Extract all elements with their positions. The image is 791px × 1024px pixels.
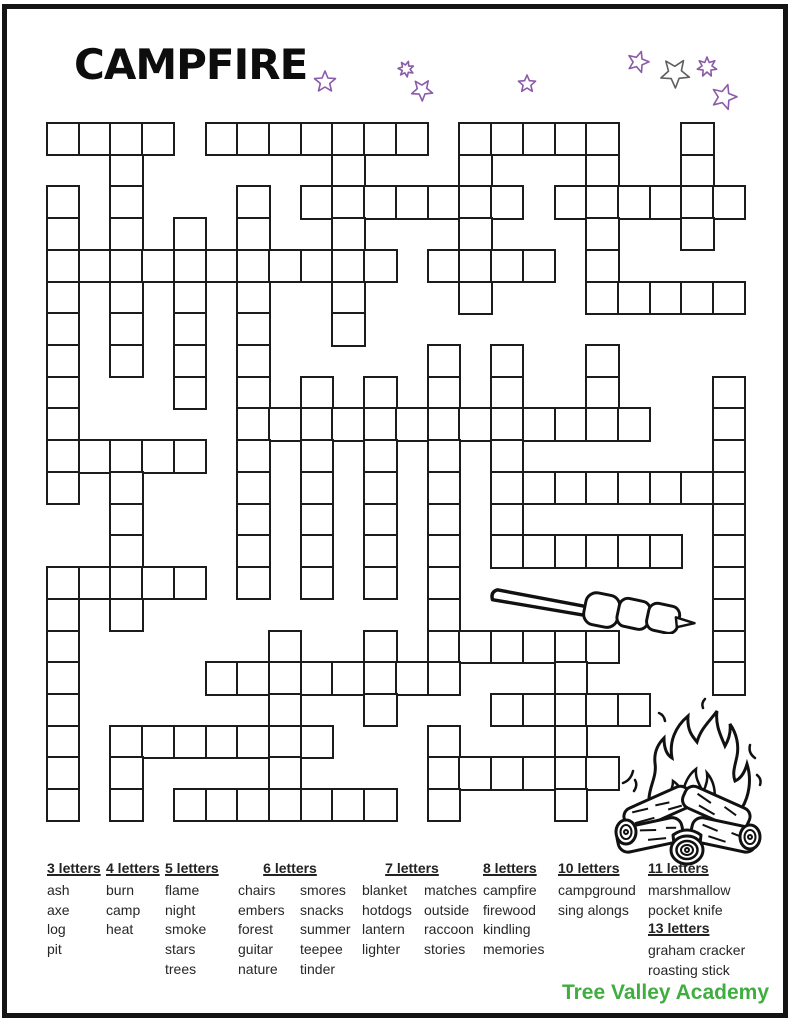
grid-cell <box>331 249 365 283</box>
grid-cell <box>490 630 524 664</box>
grid-cell <box>427 471 461 505</box>
grid-cell <box>458 185 492 219</box>
grid-cell <box>300 249 334 283</box>
grid-cell <box>680 185 714 219</box>
word-group <box>483 860 561 960</box>
grid-cell <box>427 756 461 790</box>
word-bank-word: matches <box>424 882 477 898</box>
word-bank-word: hotdogs <box>362 901 412 918</box>
grid-cell <box>458 630 492 664</box>
branding-text: Tree Valley Academy <box>561 981 769 1004</box>
grid-cell <box>554 630 588 664</box>
grid-cell <box>522 756 556 790</box>
page-title: CAMPFIRE <box>74 40 308 89</box>
word-group <box>362 860 477 960</box>
grid-cell <box>236 471 270 505</box>
grid-cell <box>427 661 461 695</box>
word-group <box>238 860 351 980</box>
word-group-heading: 3 letters <box>47 860 101 876</box>
grid-cell <box>109 503 143 537</box>
grid-cell <box>109 756 143 790</box>
word-bank-word: night <box>165 901 196 918</box>
grid-cell <box>236 534 270 568</box>
grid-cell <box>300 376 334 410</box>
grid-cell <box>268 122 302 156</box>
word-group <box>106 860 168 940</box>
grid-cell <box>395 122 429 156</box>
grid-cell <box>300 725 334 759</box>
grid-cell <box>680 281 714 315</box>
grid-cell <box>173 788 207 822</box>
grid-cell <box>712 407 746 441</box>
grid-cell <box>490 756 524 790</box>
grid-cell <box>522 122 556 156</box>
grid-cell <box>554 185 588 219</box>
grid-cell <box>490 407 524 441</box>
grid-cell <box>46 376 80 410</box>
grid-cell <box>46 788 80 822</box>
grid-cell <box>490 249 524 283</box>
grid-cell <box>363 503 397 537</box>
word-group <box>648 860 760 981</box>
campfire-illustration <box>607 685 767 870</box>
grid-cell <box>458 756 492 790</box>
grid-cell <box>490 185 524 219</box>
grid-cell <box>109 154 143 188</box>
grid-cell <box>585 630 619 664</box>
grid-cell <box>712 503 746 537</box>
word-bank-word: camp <box>106 901 141 918</box>
grid-cell <box>109 312 143 346</box>
grid-cell <box>300 185 334 219</box>
word-bank-word: campfire <box>483 882 537 898</box>
word-bank-word: marshmallow <box>648 882 731 898</box>
word-bank-word: tinder <box>300 960 336 977</box>
grid-cell <box>78 122 112 156</box>
word-group-heading: 6 letters <box>263 860 317 876</box>
grid-cell <box>712 185 746 219</box>
grid-cell <box>109 281 143 315</box>
word-bank-word: axe <box>47 901 70 918</box>
word-bank-word: guitar <box>238 941 274 958</box>
grid-cell <box>427 376 461 410</box>
grid-cell <box>363 534 397 568</box>
burst-star-icon <box>398 61 413 77</box>
grid-cell <box>554 471 588 505</box>
grid-cell <box>363 661 397 695</box>
word-bank-word: summer <box>300 921 351 938</box>
word-bank-word: trees <box>165 960 197 977</box>
grid-cell <box>173 566 207 600</box>
grid-cell <box>554 407 588 441</box>
grid-cell <box>236 503 270 537</box>
grid-cell <box>680 471 714 505</box>
grid-cell <box>427 566 461 600</box>
grid-cell <box>427 185 461 219</box>
grid-cell <box>680 122 714 156</box>
grid-cell <box>490 693 524 727</box>
word-bank-word: flame <box>165 882 200 898</box>
word-bank-word: smoke <box>165 921 207 938</box>
grid-cell <box>268 249 302 283</box>
grid-cell <box>712 566 746 600</box>
grid-cell <box>78 439 112 473</box>
grid-cell <box>522 407 556 441</box>
grid-cell <box>395 407 429 441</box>
grid-cell <box>617 185 651 219</box>
grid-cell <box>331 281 365 315</box>
grid-cell <box>363 788 397 822</box>
grid-cell <box>268 407 302 441</box>
word-group <box>558 860 650 920</box>
grid-cell <box>109 439 143 473</box>
grid-cell <box>109 566 143 600</box>
grid-cell <box>617 407 651 441</box>
grid-cell <box>427 788 461 822</box>
word-bank-word: stories <box>424 941 466 958</box>
grid-cell <box>427 598 461 632</box>
star-icon <box>315 71 336 91</box>
grid-cell <box>268 693 302 727</box>
grid-cell <box>173 281 207 315</box>
grid-cell <box>236 566 270 600</box>
grid-cell <box>490 439 524 473</box>
grid-cell <box>585 249 619 283</box>
grid-cell <box>300 407 334 441</box>
grid-cell <box>236 661 270 695</box>
grid-cell <box>554 788 588 822</box>
word-bank-word: lighter <box>362 941 401 958</box>
grid-cell <box>236 312 270 346</box>
grid-cell <box>331 788 365 822</box>
grid-cell <box>649 471 683 505</box>
grid-cell <box>46 249 80 283</box>
grid-cell <box>109 788 143 822</box>
word-bank-word: ash <box>47 882 70 898</box>
word-group-heading: 7 letters <box>385 860 439 876</box>
grid-cell <box>649 185 683 219</box>
grid-cell <box>554 661 588 695</box>
word-bank-word: sing alongs <box>558 901 629 918</box>
grid-cell <box>331 312 365 346</box>
grid-cell <box>363 407 397 441</box>
grid-cell <box>46 725 80 759</box>
grid-cell <box>458 217 492 251</box>
grid-cell <box>46 439 80 473</box>
grid-cell <box>680 217 714 251</box>
grid-cell <box>585 154 619 188</box>
grid-cell <box>78 249 112 283</box>
star-icon <box>412 81 433 101</box>
grid-cell <box>205 788 239 822</box>
grid-cell <box>236 185 270 219</box>
word-group-heading: 5 letters <box>165 860 219 876</box>
grid-cell <box>141 439 175 473</box>
grid-cell <box>46 566 80 600</box>
grid-cell <box>109 534 143 568</box>
grid-cell <box>712 630 746 664</box>
grid-cell <box>109 471 143 505</box>
grid-cell <box>46 217 80 251</box>
grid-cell <box>490 376 524 410</box>
grid-cell <box>331 122 365 156</box>
word-bank-word: snacks <box>300 901 344 918</box>
grid-cell <box>141 725 175 759</box>
word-group <box>47 860 109 960</box>
grid-cell <box>427 725 461 759</box>
grid-cell <box>236 249 270 283</box>
grid-cell <box>490 534 524 568</box>
grid-cell <box>490 471 524 505</box>
grid-cell <box>46 471 80 505</box>
grid-cell <box>300 503 334 537</box>
grid-cell <box>331 407 365 441</box>
word-bank-word: embers <box>238 901 285 918</box>
word-group <box>165 860 229 980</box>
grid-cell <box>236 407 270 441</box>
grid-cell <box>236 376 270 410</box>
grid-cell <box>141 249 175 283</box>
grid-cell <box>363 376 397 410</box>
grid-cell <box>490 122 524 156</box>
grid-cell <box>205 249 239 283</box>
word-bank-word: kindling <box>483 921 531 938</box>
grid-cell <box>522 249 556 283</box>
word-bank-word: log <box>47 921 66 938</box>
grid-cell <box>205 122 239 156</box>
grid-cell <box>236 122 270 156</box>
grid-cell <box>363 630 397 664</box>
grid-cell <box>554 693 588 727</box>
grid-cell <box>554 756 588 790</box>
word-bank-word: burn <box>106 882 135 898</box>
grid-cell <box>173 376 207 410</box>
grid-cell <box>46 630 80 664</box>
grid-cell <box>109 725 143 759</box>
grid-cell <box>46 344 80 378</box>
grid-cell <box>109 344 143 378</box>
grid-cell <box>363 693 397 727</box>
grid-cell <box>46 407 80 441</box>
grid-cell <box>46 122 80 156</box>
grid-cell <box>109 122 143 156</box>
grid-cell <box>173 312 207 346</box>
word-bank-word: chairs <box>238 882 276 898</box>
grid-cell <box>236 281 270 315</box>
grid-cell <box>585 185 619 219</box>
grid-cell <box>649 281 683 315</box>
grid-cell <box>268 661 302 695</box>
star-icon <box>518 75 535 91</box>
word-bank-word: blanket <box>362 882 408 898</box>
word-bank-word: pocket knife <box>648 901 723 918</box>
grid-cell <box>331 154 365 188</box>
grid-cell <box>554 534 588 568</box>
word-bank-word: teepee <box>300 941 343 958</box>
grid-cell <box>46 693 80 727</box>
grid-cell <box>141 122 175 156</box>
word-group-heading: 13 letters <box>648 920 710 937</box>
word-bank-word: smores <box>300 882 346 898</box>
grid-cell <box>46 756 80 790</box>
word-bank-word: memories <box>483 941 545 958</box>
grid-cell <box>331 217 365 251</box>
grid-cell <box>173 249 207 283</box>
grid-cell <box>109 249 143 283</box>
grid-cell <box>109 185 143 219</box>
grid-cell <box>109 217 143 251</box>
grid-cell <box>554 122 588 156</box>
grid-cell <box>268 756 302 790</box>
word-group-heading: 8 letters <box>483 860 537 876</box>
grid-cell <box>268 788 302 822</box>
grid-cell <box>427 344 461 378</box>
grid-cell <box>300 439 334 473</box>
grid-cell <box>585 407 619 441</box>
grid-cell <box>712 281 746 315</box>
grid-cell <box>427 630 461 664</box>
grid-cell <box>363 185 397 219</box>
grid-cell <box>458 122 492 156</box>
grid-cell <box>46 598 80 632</box>
word-bank-word: lantern <box>362 921 405 938</box>
grid-cell <box>585 281 619 315</box>
grid-cell <box>585 471 619 505</box>
grid-cell <box>490 503 524 537</box>
grid-cell <box>331 661 365 695</box>
word-bank-word: roasting stick <box>648 962 730 979</box>
word-group-heading: 4 letters <box>106 860 160 876</box>
word-bank-word: campground <box>558 882 636 898</box>
grid-cell <box>522 693 556 727</box>
grid-cell <box>427 534 461 568</box>
grid-cell <box>236 788 270 822</box>
grid-cell <box>46 281 80 315</box>
grid-cell <box>395 661 429 695</box>
grid-cell <box>522 534 556 568</box>
grid-cell <box>458 407 492 441</box>
grid-cell <box>680 154 714 188</box>
word-bank-word: firewood <box>483 901 536 918</box>
grid-cell <box>585 534 619 568</box>
word-bank-word: stars <box>165 941 196 958</box>
grid-cell <box>522 630 556 664</box>
grid-cell <box>617 534 651 568</box>
grid-cell <box>173 217 207 251</box>
grid-cell <box>395 185 429 219</box>
grid-cell <box>205 661 239 695</box>
grid-cell <box>236 439 270 473</box>
grid-cell <box>46 661 80 695</box>
grid-cell <box>205 725 239 759</box>
word-bank-word: heat <box>106 921 134 938</box>
grid-cell <box>300 566 334 600</box>
grid-cell <box>173 725 207 759</box>
grid-cell <box>363 249 397 283</box>
grid-cell <box>46 185 80 219</box>
grid-cell <box>331 185 365 219</box>
star-icon <box>661 61 690 88</box>
grid-cell <box>300 471 334 505</box>
grid-cell <box>585 376 619 410</box>
word-bank-word: forest <box>238 921 274 938</box>
grid-cell <box>458 281 492 315</box>
grid-cell <box>585 217 619 251</box>
word-group-heading: 10 letters <box>558 860 620 876</box>
word-bank-word: outside <box>424 901 470 918</box>
word-bank-word: graham cracker <box>648 942 746 959</box>
grid-cell <box>363 439 397 473</box>
grid-cell <box>300 122 334 156</box>
grid-cell <box>712 471 746 505</box>
grid-cell <box>109 598 143 632</box>
grid-cell <box>712 439 746 473</box>
word-bank-word: raccoon <box>424 921 474 938</box>
burst-star-icon <box>697 57 716 76</box>
grid-cell <box>649 534 683 568</box>
grid-cell <box>268 630 302 664</box>
grid-cell <box>490 344 524 378</box>
grid-cell <box>712 534 746 568</box>
grid-cell <box>617 471 651 505</box>
grid-cell <box>427 503 461 537</box>
grid-cell <box>268 725 302 759</box>
marshmallow-stick-illustration <box>486 583 698 634</box>
grid-cell <box>173 344 207 378</box>
grid-cell <box>300 661 334 695</box>
grid-cell <box>363 122 397 156</box>
grid-cell <box>554 725 588 759</box>
grid-cell <box>427 407 461 441</box>
grid-cell <box>236 344 270 378</box>
star-icon <box>629 52 649 73</box>
grid-cell <box>236 725 270 759</box>
grid-cell <box>363 471 397 505</box>
grid-cell <box>585 122 619 156</box>
grid-cell <box>236 217 270 251</box>
grid-cell <box>363 566 397 600</box>
grid-cell <box>458 249 492 283</box>
word-bank-word: pit <box>47 941 62 958</box>
word-bank-word: nature <box>238 960 278 977</box>
grid-cell <box>427 249 461 283</box>
grid-cell <box>427 439 461 473</box>
grid-cell <box>712 376 746 410</box>
grid-cell <box>522 471 556 505</box>
word-group-heading: 11 letters <box>648 860 709 876</box>
grid-cell <box>300 534 334 568</box>
grid-cell <box>300 788 334 822</box>
grid-cell <box>617 281 651 315</box>
grid-cell <box>141 566 175 600</box>
grid-cell <box>712 598 746 632</box>
grid-cell <box>46 312 80 346</box>
grid-cell <box>78 566 112 600</box>
grid-cell <box>173 439 207 473</box>
grid-cell <box>585 344 619 378</box>
grid-cell <box>458 154 492 188</box>
star-icon <box>713 85 737 110</box>
